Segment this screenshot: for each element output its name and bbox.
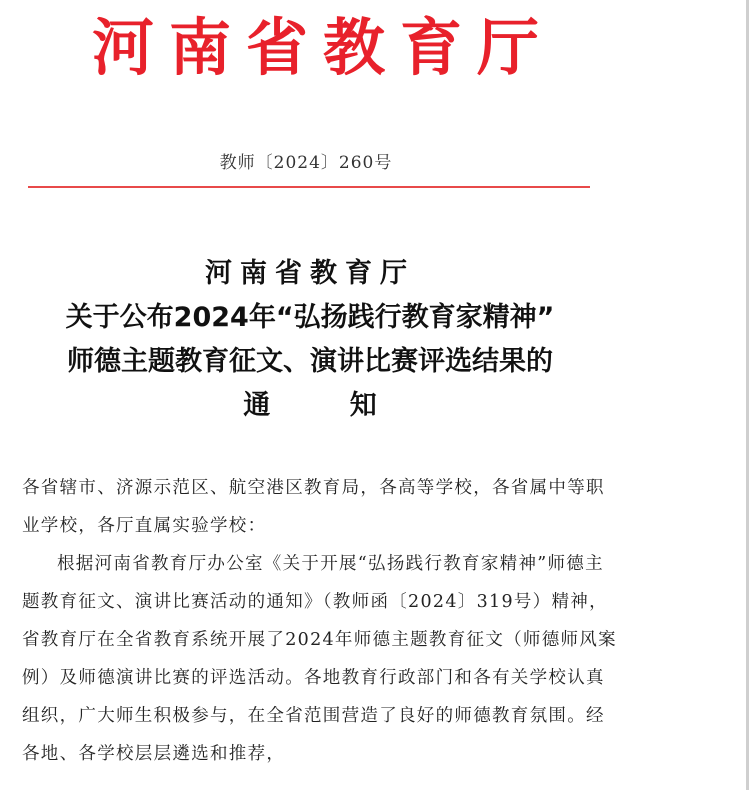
body-paragraph-1: 根据河南省教育厅办公室《关于开展“弘扬践行教育家精神”师德主题教育征文、演讲比赛活动的通知》（教师函〔2024〕319号）精神，省教育厅在全省教育系统开展了2024年师德主题教育征文（师德师风案例）及师德演讲比赛的评选活动。各地教育行政部门和各有关学校认真组织，广大师生积极参与，在全省范围营造了良好的师德教育氛围。经各地、各学校层层遴选和推荐， xyxy=(22,554,617,764)
red-divider-line xyxy=(28,186,590,188)
title-line-3: 师德主题教育征文、演讲比赛评选结果的 xyxy=(67,346,553,377)
addressee-paragraph: 各省辖市、济源示范区、航空港区教育局，各高等学校，各省属中等职业学校，各厅直属实验学校： xyxy=(22,478,605,536)
title-line-4: 通 知 xyxy=(243,390,377,421)
document-title xyxy=(0,252,620,428)
issuer-masthead: 河南省教育厅 xyxy=(92,11,555,84)
document-number: 教师〔2024〕260号 xyxy=(219,153,393,173)
document-body xyxy=(22,469,622,773)
title-line-2: 关于公布2024年“弘扬践行教育家精神” xyxy=(65,302,555,333)
title-line-1: 河南省教育厅 xyxy=(205,258,415,289)
